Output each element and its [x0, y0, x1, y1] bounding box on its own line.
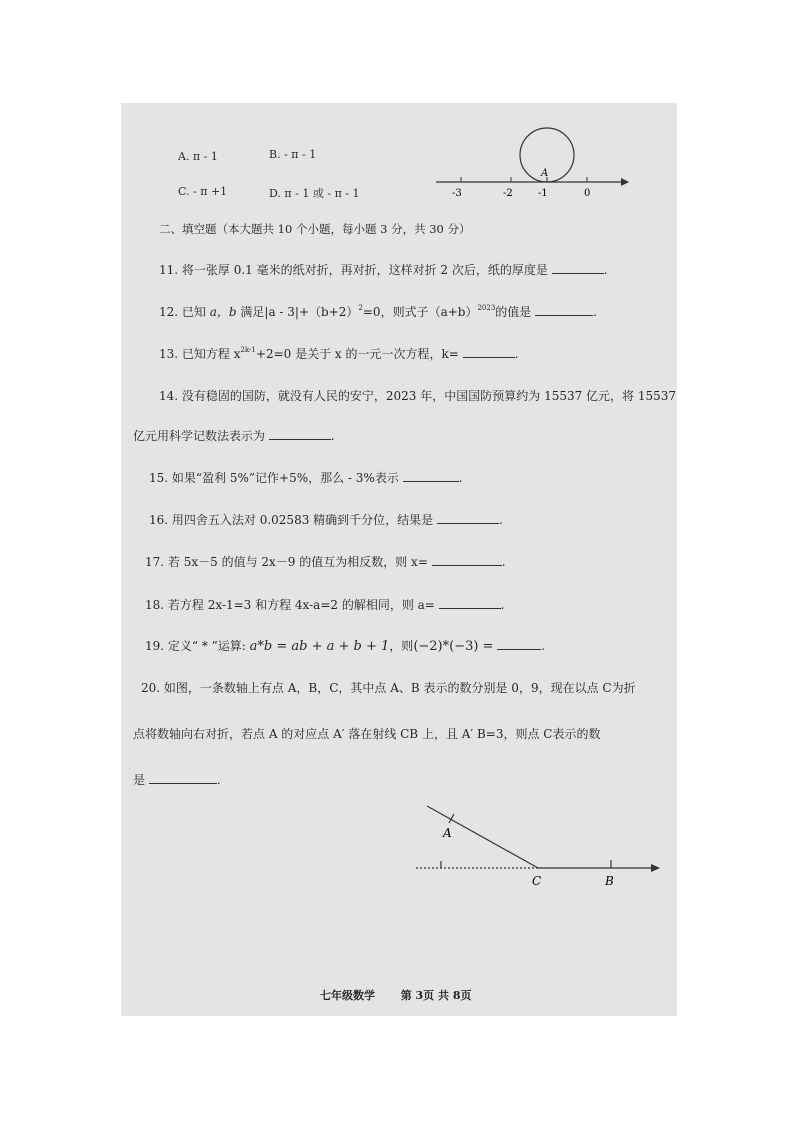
tick-label: -1: [538, 188, 548, 199]
question-19-pre: 19. 定义“ * ”运算:: [145, 639, 246, 653]
exponent: 2: [358, 304, 363, 312]
question-14-line2: 亿元用科学记数法表示为 .: [133, 429, 335, 443]
question-19-formula: a*b = ab + a + b + 1: [249, 639, 390, 654]
question-19: 19. 定义“ * ”运算: a*b = ab + a + b + 1，则(−2)*(−3) = .: [145, 639, 546, 654]
question-15-text: 15. 如果“盈利 5%”记作+5%，那么 - 3%表示: [149, 471, 399, 485]
footer-page-number: 第 3页 共 8页: [400, 989, 472, 1002]
question-12-vars: a，b: [209, 305, 237, 319]
question-14-line2-text: 亿元用科学记数法表示为: [133, 429, 266, 443]
label-c: C: [532, 874, 542, 888]
question-18-text: 18. 若方程 2x-1=3 和方程 4x-a=2 的解相同，则 a=: [145, 598, 435, 612]
question-20-line3-text: 是: [133, 773, 146, 787]
option-d: D. π - 1 或 - π - 1: [269, 187, 360, 200]
label-a: A: [443, 826, 452, 840]
question-17: 17. 若 5x－5 的值与 2x－9 的值互为相反数，则 x= .: [145, 555, 506, 569]
question-13-post: +2=0 是关于 x 的一元一次方程，k=: [255, 347, 459, 361]
answer-blank: [497, 637, 541, 650]
option-c: C. - π +1: [178, 185, 228, 198]
footer-subject: 七年级数学: [320, 989, 375, 1002]
question-12-tail: 的值是: [495, 305, 532, 319]
question-12-mid: 满足|a - 3|+（b+2）: [240, 305, 359, 319]
question-11: 11. 将一张厚 0.1 毫米的纸对折，再对折，这样对折 2 次后，纸的厚度是 .: [159, 263, 608, 277]
answer-blank: [535, 303, 593, 316]
tick-label: -2: [503, 188, 513, 199]
numberline-arrow: [651, 864, 660, 872]
question-12-post: =0，则式子（a+b）: [362, 305, 478, 319]
question-13: 13. 已知方程 $x^{2k-1}+2=0$ 是关于 x 的一元一次方程，k= .: [159, 346, 519, 361]
question-16-text: 16. 用四舍五入法对 0.02583 精确到千分位，结果是: [149, 513, 434, 527]
option-b: B. - π - 1: [269, 148, 317, 161]
answer-blank: [439, 596, 501, 609]
numberline-circle-figure: [431, 123, 631, 203]
exam-page-photo: [121, 103, 677, 1016]
question-15: 15. 如果“盈利 5%”记作+5%，那么 - 3%表示 .: [149, 471, 463, 485]
answer-blank: [552, 261, 604, 274]
question-19-mid: ，则: [389, 639, 414, 653]
answer-blank: [463, 345, 515, 358]
answer-blank: [432, 553, 502, 566]
question-20-line2: 点将数轴向右对折，若点 A 的对应点 A′ 落在射线 CB 上，且 A′ B=3，则点 C表示的数: [133, 727, 601, 741]
exponent: 2023: [477, 304, 496, 312]
question-12-pre: 12. 已知: [159, 305, 206, 319]
folded-numberline-figure: [411, 798, 671, 898]
exponent: 2k-1: [240, 346, 256, 354]
answer-blank: [437, 511, 499, 524]
label-b: B: [605, 874, 614, 888]
option-a: A. π - 1: [178, 150, 218, 163]
question-12: 12. 已知 a，b 满足$|a - 3|+(b+2)^2=0$，则式子$(a+b)^{2023}$的值是 .: [159, 304, 597, 319]
question-20-line3: 是 .: [133, 773, 221, 787]
question-18: 18. 若方程 2x-1=3 和方程 4x-a=2 的解相同，则 a= .: [145, 598, 505, 612]
point-a-label: A: [541, 168, 549, 179]
question-16: 16. 用四舍五入法对 0.02583 精确到千分位，结果是 .: [149, 513, 503, 527]
tick-label: 0: [584, 188, 591, 199]
answer-blank: [149, 771, 217, 784]
answer-blank: [269, 427, 331, 440]
question-14-line1: 14. 没有稳固的国防，就没有人民的安宁，2023 年，中国国防预算约为 15537 亿元，将 15537: [159, 389, 677, 403]
section-title: 二、填空题（本大题共 10 个小题，每小题 3 分，共 30 分）: [159, 222, 471, 236]
question-11-text: 11. 将一张厚 0.1 毫米的纸对折，再对折，这样对折 2 次后，纸的厚度是: [159, 263, 548, 277]
question-17-text: 17. 若 5x－5 的值与 2x－9 的值互为相反数，则 x=: [145, 555, 428, 569]
answer-blank: [403, 469, 459, 482]
numberline-arrow: [621, 178, 629, 186]
tick-label: -3: [452, 188, 462, 199]
page-footer: [320, 987, 471, 1003]
question-13-pre: 13. 已知方程 x: [159, 347, 241, 361]
question-19-expr: (−2)*(−3) =: [413, 639, 494, 654]
question-20-line1: 20. 如图，一条数轴上有点 A，B，C，其中点 A、B 表示的数分别是 0，9，现在以点 C为折: [141, 681, 636, 695]
